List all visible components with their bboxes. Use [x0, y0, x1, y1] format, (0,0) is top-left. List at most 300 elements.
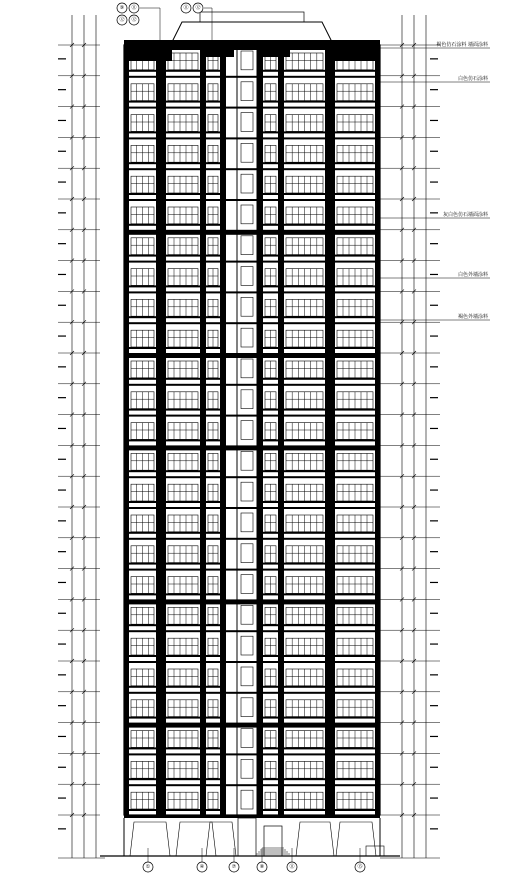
axis-marker-top	[193, 3, 203, 13]
axis-label: ⑨	[119, 5, 125, 11]
balcony-rail	[129, 255, 156, 257]
window-frame	[168, 330, 198, 347]
window-unit	[335, 607, 375, 626]
window-unit	[335, 361, 375, 380]
shaft-window	[241, 698, 253, 717]
window-unit	[263, 638, 278, 657]
balcony-rail	[263, 224, 278, 226]
facade-pier	[257, 45, 263, 815]
window-unit	[335, 299, 375, 318]
floor-slab	[124, 445, 380, 450]
floor-slab	[124, 76, 380, 78]
window-unit	[284, 207, 325, 226]
building-facade	[124, 12, 380, 815]
axis-label: ⑧	[259, 864, 265, 870]
shaft-window	[241, 636, 253, 655]
balcony-rail	[166, 470, 200, 472]
balcony-rail	[129, 655, 156, 657]
balcony-rail	[129, 193, 156, 195]
balcony-rail	[166, 70, 200, 72]
window-unit	[129, 484, 156, 503]
balcony-rail	[263, 193, 278, 195]
balcony-rail	[284, 501, 325, 503]
balcony-rail	[335, 717, 375, 719]
balcony-rail	[284, 162, 325, 164]
balcony-rail	[335, 532, 375, 534]
roof-cap-mid-right	[260, 45, 290, 57]
window-unit	[263, 269, 278, 288]
balcony-rail	[284, 255, 325, 257]
balcony-rail	[263, 655, 278, 657]
window-unit	[206, 176, 220, 195]
window-unit	[166, 423, 200, 442]
window-unit	[166, 484, 200, 503]
balcony-rail	[263, 470, 278, 472]
window-unit	[166, 207, 200, 226]
window-frame	[168, 423, 198, 440]
balcony-rail	[335, 409, 375, 411]
window-frame	[168, 207, 198, 224]
shaft-window	[241, 421, 253, 440]
balcony-rail	[263, 624, 278, 626]
balcony-rail	[263, 131, 278, 133]
window-unit	[263, 607, 278, 626]
balcony-rail	[206, 686, 220, 688]
ground-opening	[176, 822, 216, 856]
axis-marker-bottom	[257, 862, 267, 872]
window-unit	[206, 577, 220, 596]
axis-marker-bottom	[287, 862, 297, 872]
window-unit	[284, 515, 325, 534]
balcony-rail	[206, 747, 220, 749]
window-unit	[284, 577, 325, 596]
ground-opening	[336, 822, 376, 856]
shaft-window	[241, 482, 253, 501]
balcony-rail	[335, 347, 375, 349]
window-unit	[129, 176, 156, 195]
balcony-rail	[284, 101, 325, 103]
floor-slab	[124, 569, 380, 571]
balcony-rail	[284, 285, 325, 287]
window-frame	[168, 731, 198, 748]
balcony-rail	[284, 193, 325, 195]
shaft-window	[241, 390, 253, 409]
window-unit	[166, 731, 200, 750]
balcony-rail	[335, 224, 375, 226]
window-frame	[168, 453, 198, 470]
material-note: 白色外墙涂料	[457, 272, 488, 278]
shaft-window	[241, 759, 253, 778]
axis-marker-bottom	[197, 862, 207, 872]
balcony-rail	[129, 717, 156, 719]
balcony-rail	[166, 316, 200, 318]
balcony-rail	[284, 439, 325, 441]
window-unit	[263, 115, 278, 134]
balcony-rail	[166, 501, 200, 503]
window-unit	[263, 423, 278, 442]
axis-marker-bottom	[143, 862, 153, 872]
window-unit	[206, 546, 220, 565]
window-unit	[335, 731, 375, 750]
window-frame	[168, 176, 198, 193]
balcony-rail	[206, 470, 220, 472]
window-unit	[284, 176, 325, 195]
window-unit	[284, 330, 325, 349]
balcony-rail	[129, 809, 156, 811]
axis-marker-bottom	[355, 862, 365, 872]
floor-slab	[124, 538, 380, 540]
shaft-window	[241, 667, 253, 686]
window-unit	[284, 361, 325, 380]
balcony-rail	[284, 409, 325, 411]
balcony-rail	[166, 717, 200, 719]
window-unit	[206, 700, 220, 719]
balcony-rail	[284, 378, 325, 380]
balcony-rail	[206, 101, 220, 103]
window-unit	[206, 115, 220, 134]
balcony-rail	[335, 563, 375, 565]
floor-slab	[124, 168, 380, 170]
shaft-window	[241, 544, 253, 563]
window-frame	[168, 392, 198, 409]
window-frame	[168, 53, 198, 70]
balcony-rail	[263, 563, 278, 565]
window-unit	[129, 669, 156, 688]
window-frame	[168, 238, 198, 255]
window-unit	[335, 515, 375, 534]
window-unit	[166, 145, 200, 164]
balcony-rail	[263, 747, 278, 749]
shaft-window	[241, 236, 253, 255]
balcony-rail	[335, 470, 375, 472]
window-unit	[129, 700, 156, 719]
balcony-rail	[284, 470, 325, 472]
balcony-rail	[206, 624, 220, 626]
window-unit	[263, 392, 278, 411]
window-unit	[166, 84, 200, 103]
balcony-rail	[335, 101, 375, 103]
material-note: 褐色仿石涂料 墙面涂料	[436, 42, 488, 48]
window-unit	[335, 238, 375, 257]
balcony-rail	[263, 162, 278, 164]
window-unit	[129, 515, 156, 534]
window-unit	[206, 145, 220, 164]
balcony-rail	[284, 316, 325, 318]
window-unit	[129, 546, 156, 565]
window-unit	[206, 731, 220, 750]
floor-slab	[124, 353, 380, 358]
window-unit	[284, 761, 325, 780]
balcony-rail	[129, 439, 156, 441]
window-unit	[263, 700, 278, 719]
window-unit	[129, 238, 156, 257]
balcony-rail	[335, 593, 375, 595]
shaft-window	[241, 575, 253, 594]
window-unit	[206, 423, 220, 442]
floor-slab	[124, 415, 380, 417]
axis-label: ⑦	[231, 864, 237, 870]
balcony-rail	[335, 131, 375, 133]
shaft-window	[241, 790, 253, 809]
balcony-rail	[166, 193, 200, 195]
balcony-rail	[129, 224, 156, 226]
floor-slab	[124, 661, 380, 663]
window-frame	[168, 515, 198, 532]
window-unit	[129, 84, 156, 103]
window-unit	[263, 207, 278, 226]
balcony-rail	[206, 717, 220, 719]
balcony-rail	[335, 747, 375, 749]
facade-pier	[200, 45, 206, 815]
balcony-rail	[206, 224, 220, 226]
balcony-rail	[284, 655, 325, 657]
window-unit	[284, 53, 325, 72]
window-unit	[263, 176, 278, 195]
balcony-rail	[263, 593, 278, 595]
balcony-rail	[284, 717, 325, 719]
window-unit	[166, 299, 200, 318]
balcony-rail	[206, 347, 220, 349]
balcony-rail	[335, 162, 375, 164]
base-slab	[124, 815, 380, 818]
window-unit	[335, 423, 375, 442]
balcony-rail	[263, 70, 278, 72]
window-unit	[166, 176, 200, 195]
roof-cap-right	[332, 45, 380, 61]
window-unit	[166, 115, 200, 134]
window-unit	[263, 453, 278, 472]
shaft-window	[241, 174, 253, 193]
balcony-rail	[263, 316, 278, 318]
floor-slab	[124, 753, 380, 755]
balcony-rail	[206, 255, 220, 257]
window-unit	[263, 792, 278, 811]
axis-label: ⑮	[357, 864, 363, 870]
window-unit	[166, 392, 200, 411]
window-unit	[129, 207, 156, 226]
window-unit	[284, 700, 325, 719]
axis-label: ⑪	[289, 864, 295, 870]
balcony-rail	[284, 70, 325, 72]
window-unit	[284, 392, 325, 411]
balcony-rail	[129, 532, 156, 534]
window-unit	[129, 607, 156, 626]
window-unit	[284, 607, 325, 626]
shaft-window	[241, 513, 253, 532]
balcony-rail	[129, 747, 156, 749]
window-unit	[166, 761, 200, 780]
floor-slab	[124, 599, 380, 604]
window-frame	[168, 638, 198, 655]
floor-slab	[124, 261, 380, 263]
window-unit	[166, 546, 200, 565]
window-unit	[129, 299, 156, 318]
shaft-window	[241, 143, 253, 162]
shaft-window	[241, 82, 253, 101]
window-unit	[166, 577, 200, 596]
window-unit	[263, 669, 278, 688]
balcony-rail	[335, 778, 375, 780]
floor-slab	[124, 107, 380, 109]
balcony-rail	[206, 378, 220, 380]
balcony-rail	[335, 70, 375, 72]
window-unit	[206, 607, 220, 626]
window-unit	[335, 453, 375, 472]
balcony-rail	[129, 378, 156, 380]
window-unit	[335, 115, 375, 134]
balcony-rail	[335, 285, 375, 287]
window-unit	[284, 669, 325, 688]
balcony-rail	[166, 624, 200, 626]
axis-marker-top	[117, 15, 127, 25]
ground-floor-base	[100, 815, 400, 856]
shaft-window	[241, 359, 253, 378]
window-unit	[129, 145, 156, 164]
balcony-rail	[129, 162, 156, 164]
balcony-rail	[129, 70, 156, 72]
window-unit	[263, 546, 278, 565]
window-frame	[168, 269, 198, 286]
window-unit	[166, 669, 200, 688]
window-frame	[168, 669, 198, 686]
balcony-rail	[284, 224, 325, 226]
ground-opening	[206, 822, 236, 856]
material-note: 灰白色仿石墙面涂料	[442, 212, 488, 218]
window-unit	[263, 299, 278, 318]
balcony-rail	[206, 809, 220, 811]
window-frame	[168, 299, 198, 316]
window-unit	[206, 761, 220, 780]
window-unit	[284, 145, 325, 164]
axis-marker-top	[129, 15, 139, 25]
window-unit	[335, 392, 375, 411]
right-dimension-lines	[380, 15, 440, 858]
ground-opening	[130, 822, 170, 856]
balcony-rail	[335, 655, 375, 657]
window-unit	[206, 299, 220, 318]
window-unit	[129, 638, 156, 657]
window-unit	[263, 330, 278, 349]
balcony-rail	[206, 532, 220, 534]
window-frame	[168, 484, 198, 501]
balcony-rail	[166, 655, 200, 657]
window-unit	[206, 392, 220, 411]
window-unit	[263, 577, 278, 596]
balcony-rail	[166, 131, 200, 133]
window-unit	[166, 361, 200, 380]
axis-label: ④	[199, 864, 205, 870]
balcony-rail	[335, 501, 375, 503]
floor-slab	[124, 137, 380, 139]
balcony-rail	[263, 778, 278, 780]
window-frame	[168, 361, 198, 378]
balcony-rail	[166, 255, 200, 257]
facade-pier	[156, 45, 166, 815]
shaft-window	[241, 297, 253, 316]
balcony-rail	[129, 101, 156, 103]
balcony-rail	[166, 778, 200, 780]
balcony-rail	[263, 686, 278, 688]
balcony-rail	[129, 470, 156, 472]
axis-label: ⑫	[131, 17, 137, 23]
balcony-rail	[206, 162, 220, 164]
balcony-rail	[166, 409, 200, 411]
floor-slab	[124, 199, 380, 201]
balcony-rail	[206, 778, 220, 780]
window-unit	[284, 423, 325, 442]
balcony-rail	[284, 747, 325, 749]
window-frame	[168, 792, 198, 809]
window-unit	[284, 238, 325, 257]
window-unit	[129, 453, 156, 472]
balcony-rail	[129, 686, 156, 688]
balcony-rail	[166, 101, 200, 103]
shaft-window	[241, 451, 253, 470]
facade-pier	[220, 45, 226, 815]
window-frame	[168, 546, 198, 563]
balcony-rail	[263, 501, 278, 503]
window-unit	[129, 423, 156, 442]
window-unit	[284, 115, 325, 134]
balcony-rail	[335, 378, 375, 380]
window-unit	[335, 484, 375, 503]
window-unit	[129, 269, 156, 288]
balcony-rail	[166, 593, 200, 595]
axis-label: ⑪	[183, 5, 189, 11]
window-unit	[166, 453, 200, 472]
window-unit	[263, 515, 278, 534]
facade-pier	[278, 45, 284, 815]
ground-opening	[296, 822, 334, 856]
window-unit	[206, 638, 220, 657]
facade-pier	[325, 45, 335, 815]
window-unit	[335, 330, 375, 349]
window-unit	[284, 484, 325, 503]
window-unit	[284, 731, 325, 750]
material-notes	[380, 41, 490, 320]
balcony-rail	[129, 624, 156, 626]
window-unit	[206, 269, 220, 288]
balcony-rail	[166, 747, 200, 749]
window-unit	[335, 761, 375, 780]
window-frame	[168, 607, 198, 624]
balcony-rail	[284, 809, 325, 811]
shaft-window	[241, 51, 253, 70]
window-unit	[284, 792, 325, 811]
window-unit	[129, 392, 156, 411]
balcony-rail	[206, 131, 220, 133]
window-unit	[206, 515, 220, 534]
floor-slab	[124, 723, 380, 728]
balcony-rail	[206, 593, 220, 595]
window-frame	[168, 700, 198, 717]
roof-parapet	[172, 22, 332, 42]
window-unit	[166, 515, 200, 534]
left-dimension-lines	[58, 15, 105, 858]
window-unit	[335, 669, 375, 688]
balcony-rail	[206, 70, 220, 72]
balcony-rail	[284, 532, 325, 534]
window-unit	[129, 761, 156, 780]
window-unit	[284, 299, 325, 318]
balcony-rail	[284, 624, 325, 626]
window-unit	[206, 330, 220, 349]
balcony-rail	[263, 285, 278, 287]
window-unit	[166, 607, 200, 626]
window-unit	[335, 145, 375, 164]
window-unit	[129, 731, 156, 750]
floor-slab	[124, 291, 380, 293]
